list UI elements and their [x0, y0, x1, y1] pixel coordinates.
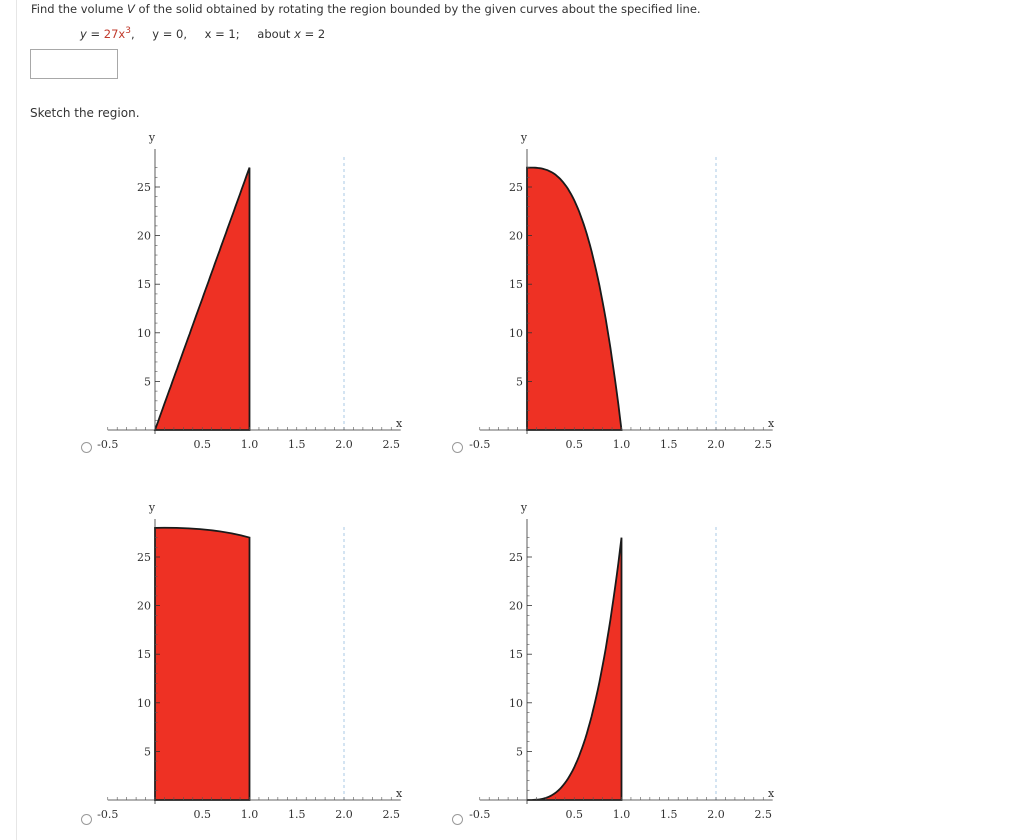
region-fill-3	[155, 528, 250, 800]
x-tick-label: -0.5	[469, 438, 491, 451]
y-axis-label: y	[148, 131, 156, 144]
x-tick-label: 2.5	[382, 808, 400, 821]
y-axis-label: y	[520, 501, 528, 514]
x-tick-label: 2.0	[707, 808, 725, 821]
x-tick-label: 1.0	[240, 438, 259, 451]
y-tick-label: 25	[137, 551, 151, 564]
x-tick-label: 1.5	[288, 808, 306, 821]
volume-variable: V	[127, 2, 135, 16]
x-tick-label: 1.0	[240, 808, 259, 821]
equation-curve: $y = 27x^3$,	[80, 26, 135, 41]
x-axis-label: x	[767, 417, 775, 430]
x-tick-label: 1.0	[612, 808, 631, 821]
sketch-prompt: Sketch the region.	[30, 106, 140, 120]
y-tick-label: 5	[144, 745, 151, 759]
x-axis-label: x	[767, 787, 775, 800]
x-tick-label: -0.5	[97, 438, 119, 451]
x-tick-label: 0.5	[193, 438, 211, 451]
x-tick-label: 1.5	[660, 438, 678, 451]
x-tick-label: 2.5	[754, 438, 772, 451]
x-axis-label: x	[395, 417, 403, 430]
y-tick-label: 15	[137, 648, 151, 662]
x-tick-label: 2.5	[382, 438, 400, 451]
rotation-axis-text: about x = 2	[257, 26, 326, 41]
x-tick-label: 1.0	[612, 438, 631, 451]
y-tick-label: 20	[137, 599, 151, 613]
region-fill-2	[527, 168, 622, 430]
y-tick-label: 5	[516, 745, 523, 759]
y-tick-label: 5	[516, 375, 523, 389]
y-tick-label: 20	[509, 599, 523, 613]
y-tick-label: 10	[137, 326, 151, 340]
y-tick-label: 25	[137, 181, 151, 194]
x-tick-label: 0.5	[565, 438, 583, 451]
x-tick-label: 1.5	[660, 808, 678, 821]
y-tick-label: 15	[509, 278, 523, 292]
question-text: Find the volume V of the solid obtained by rotating the region bounded by the given curves about the specified line.	[31, 2, 701, 16]
x-tick-label: 1.5	[288, 438, 306, 451]
y-tick-label: 25	[509, 181, 523, 194]
y-axis-label: y	[520, 131, 528, 144]
x-tick-label: 0.5	[193, 808, 211, 821]
y-tick-label: 10	[509, 696, 523, 710]
equation-y-zero: y = 0,	[152, 26, 187, 41]
y-tick-label: 25	[509, 551, 523, 564]
y-tick-label: 5	[144, 375, 151, 389]
region-fill-4	[527, 538, 622, 800]
region-fill-1	[155, 168, 250, 430]
x-tick-label: -0.5	[469, 808, 491, 821]
x-tick-label: 2.0	[707, 438, 725, 451]
y-tick-label: 15	[509, 648, 523, 662]
x-tick-label: 2.0	[335, 438, 353, 451]
x-tick-label: 2.5	[754, 808, 772, 821]
x-tick-label: 0.5	[565, 808, 583, 821]
y-tick-label: 15	[137, 278, 151, 292]
x-axis-label: x	[395, 787, 403, 800]
y-tick-label: 20	[509, 229, 523, 243]
equation-x-one: x = 1;	[204, 26, 240, 41]
x-tick-label: -0.5	[97, 808, 119, 821]
y-axis-label: y	[148, 501, 156, 514]
y-tick-label: 10	[137, 696, 151, 710]
x-tick-label: 2.0	[335, 808, 353, 821]
y-tick-label: 20	[137, 229, 151, 243]
y-tick-label: 10	[509, 326, 523, 340]
